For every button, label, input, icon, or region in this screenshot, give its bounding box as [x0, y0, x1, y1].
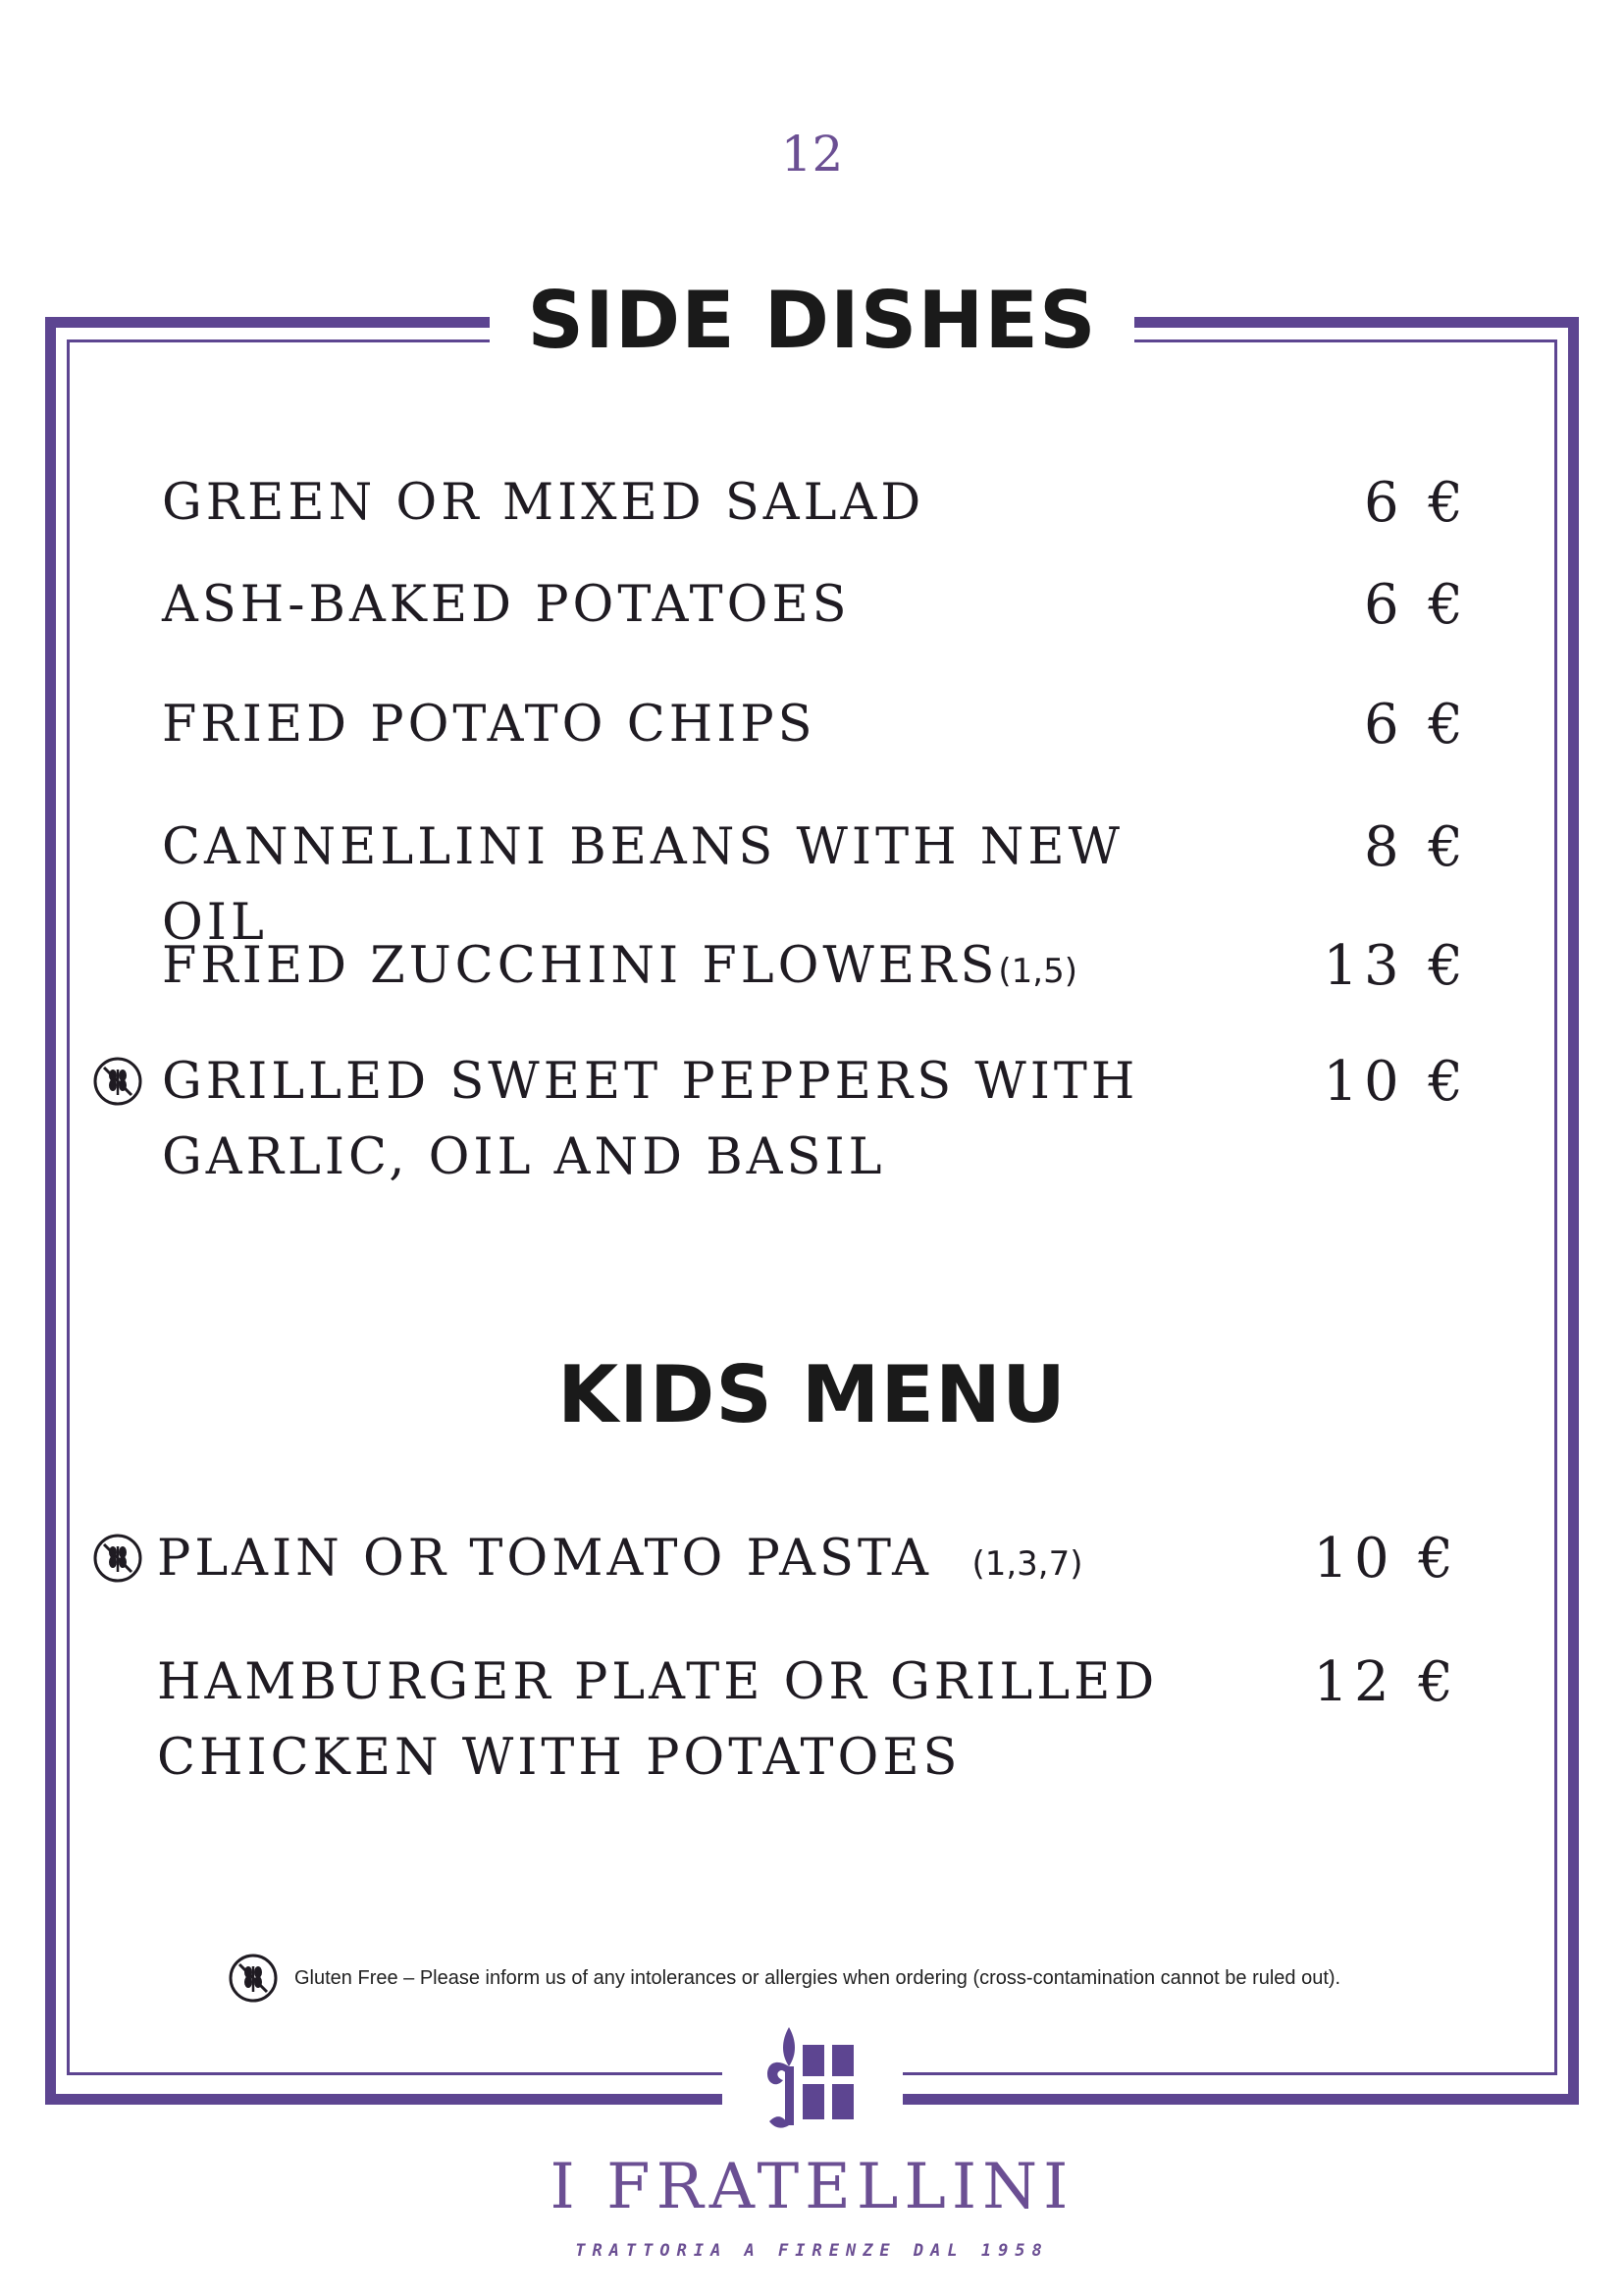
footnote-text: Gluten Free – Please inform us of any intolerances or allergies when ordering (cross-contamination cannot be ruled out). — [294, 1966, 1341, 1989]
item-price: 8 € — [1363, 815, 1469, 879]
frame-inner-left — [67, 339, 70, 2074]
item-price: 6 € — [1363, 471, 1469, 535]
frame-left — [45, 317, 56, 2105]
item-price: 13 € — [1323, 934, 1469, 998]
item-name: ASH-BAKED POTATOES — [162, 576, 851, 634]
side-dishes-title-text: SIDE DISHES — [490, 275, 1133, 366]
gluten-free-icon — [92, 1533, 143, 1584]
item-name: CANNELLINI BEANS WITH NEW OIL — [162, 818, 1125, 952]
kids-menu-title-text: KIDS MENU — [557, 1349, 1067, 1440]
frame-inner-right — [1554, 339, 1557, 2074]
gluten-free-icon — [228, 1953, 279, 2004]
item-name — [162, 1044, 1202, 1195]
gluten-free-footnote — [228, 1953, 1340, 2004]
frame-inner-bottom-right — [903, 2072, 1557, 2075]
item-name — [157, 1521, 1197, 1602]
item-name-line: GRILLED SWEET PEPPERS WITH — [162, 1053, 1139, 1111]
kids-menu-title — [0, 1349, 1624, 1440]
side-dishes-title — [0, 275, 1624, 366]
page-number: 12 — [780, 126, 844, 183]
item-price: 6 € — [1363, 573, 1469, 637]
item-name-text: FRIED ZUCCHINI FLOWERS — [162, 937, 999, 995]
item-name: GREEN OR MIXED SALAD — [162, 474, 925, 532]
brand-tagline: TRATTORIA A FIRENZE DAL 1958 — [575, 2241, 1049, 2261]
frame-right — [1568, 317, 1579, 2105]
gluten-free-icon — [92, 1056, 143, 1107]
item-name — [162, 928, 1202, 1010]
item-price: 10 € — [1323, 1050, 1469, 1114]
item-name-line: GARLIC, OIL AND BASIL — [162, 1128, 886, 1186]
item-name-line: CHICKEN WITH POTATOES — [157, 1729, 962, 1787]
item-name — [157, 1644, 1197, 1796]
item-name: FRIED POTATO CHIPS — [162, 696, 816, 754]
item-price: 12 € — [1313, 1650, 1459, 1714]
item-price: 6 € — [1363, 693, 1469, 757]
allergen-codes: (1,5) — [998, 952, 1077, 991]
fleur-de-lis-cross-icon — [763, 2019, 858, 2137]
item-name-text: PLAIN OR TOMATO PASTA — [157, 1530, 933, 1588]
item-price: 10 € — [1313, 1527, 1459, 1591]
frame-bottom-left — [45, 2094, 722, 2105]
frame-bottom-right — [903, 2094, 1579, 2105]
frame-inner-bottom-left — [67, 2072, 722, 2075]
item-name-line: HAMBURGER PLATE OR GRILLED — [157, 1653, 1159, 1711]
allergen-codes: (1,3,7) — [971, 1544, 1083, 1584]
brand-name: I FRATELLINI — [550, 2151, 1074, 2223]
